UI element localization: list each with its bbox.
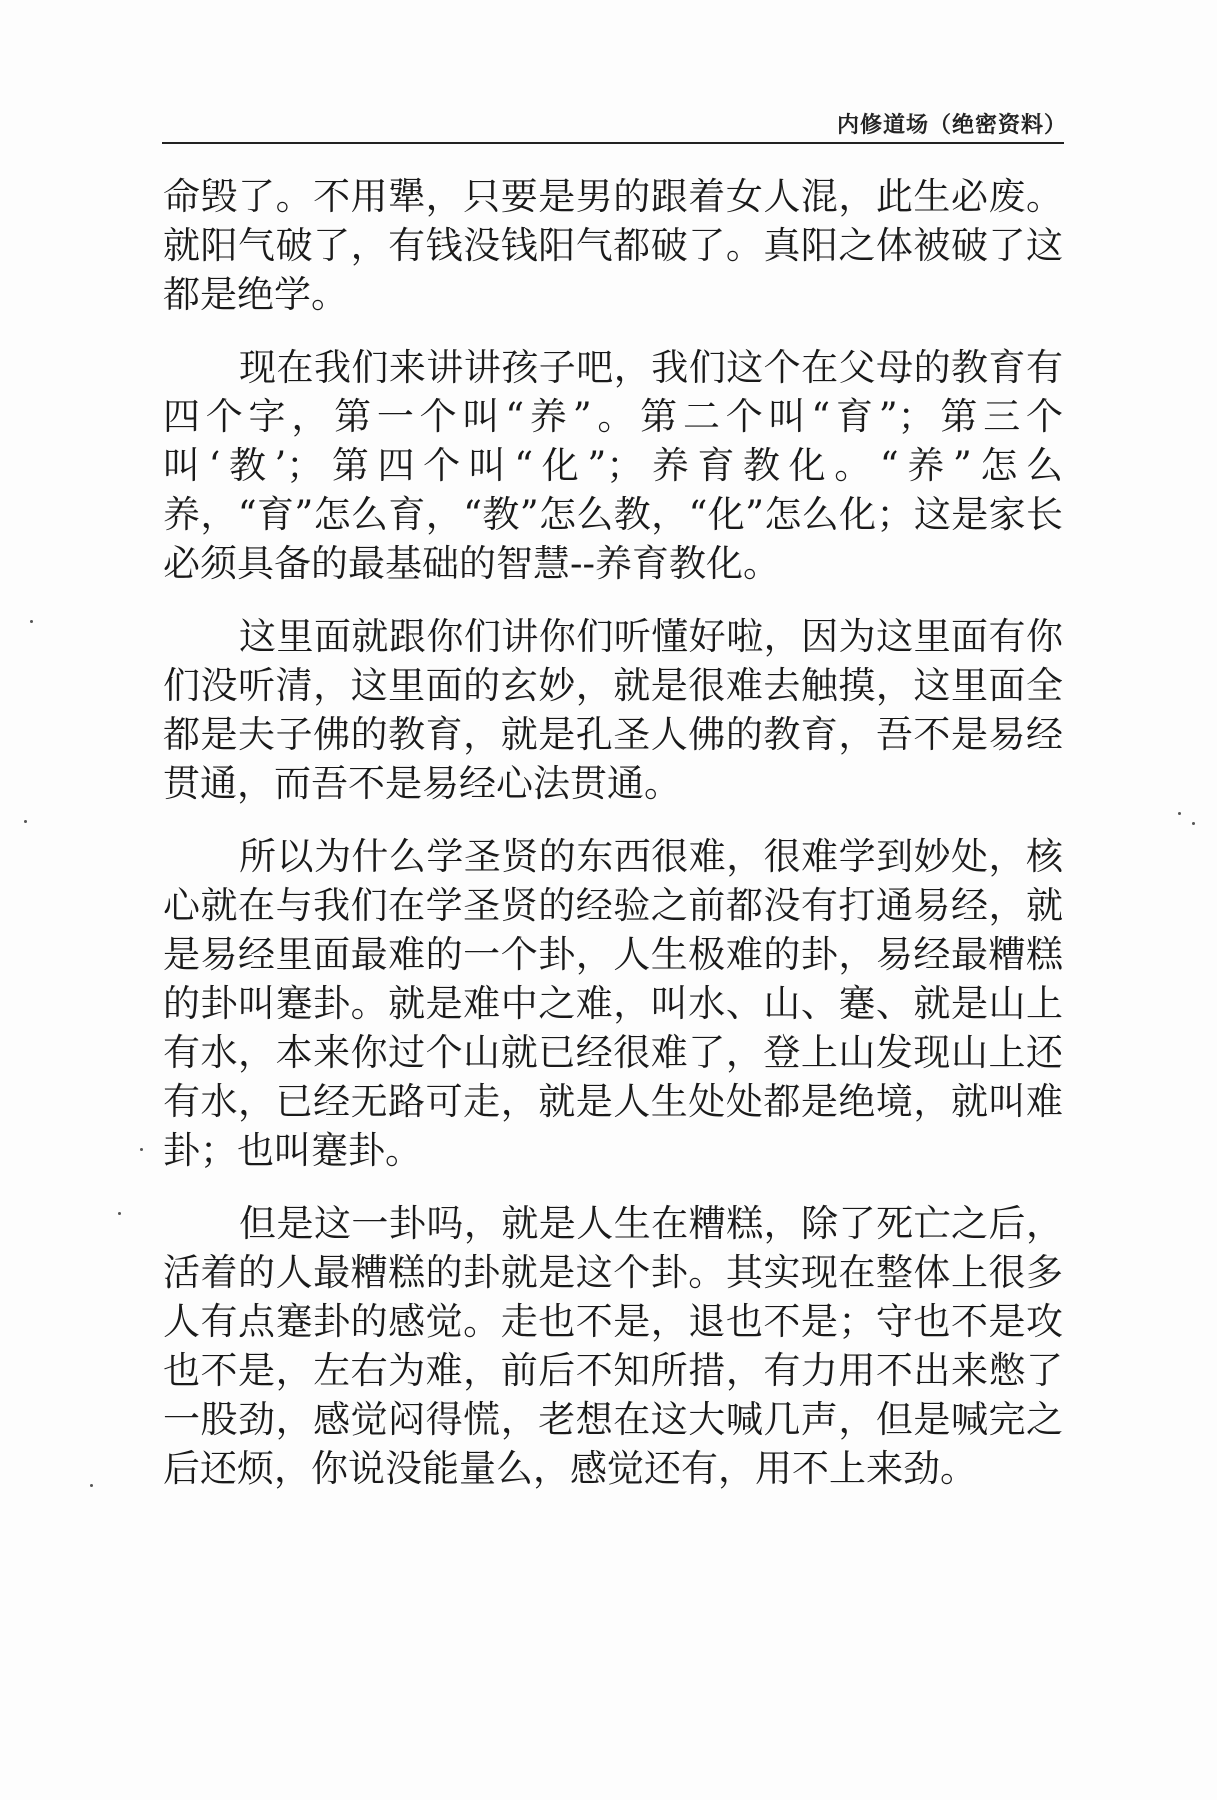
scan-speck: [118, 1212, 121, 1215]
running-header: 内修道场（绝密资料）: [836, 113, 1067, 138]
body-text: [163, 172, 1063, 1517]
paragraph-3: 这里面就跟你们讲你们听懂好啦，因为这里面有你们没听清，这里面的玄妙，就是很难去触摸，这里面全都是夫子佛的教育，就是孔圣人佛的教育，吾不是易经贯通，而吾不是易经心法贯通。: [163, 615, 1063, 805]
paragraph-2: 现在我们来讲讲孩子吧，我们这个在父母的教育有四个字，第一个叫“养”。第二个叫“育”；第三个叫‘教’；第四个叫“化”；养育教化。“养”怎么养，“育”怎么育，“教”怎么教，“化”怎么化；这是家长必须具备的最基础的智慧--养育教化。: [163, 346, 1063, 585]
scan-speck: [24, 820, 27, 823]
scan-speck: [90, 1484, 93, 1487]
scan-speck: [1192, 822, 1195, 825]
scan-speck: [1178, 812, 1181, 815]
header-rule: [162, 142, 1064, 144]
paragraph-1: 命毁了。不用犟，只要是男的跟着女人混，此生必废。就阳气破了，有钱没钱阳气都破了。真阳之体被破了这都是绝学。: [163, 175, 1063, 316]
scan-speck: [30, 620, 33, 623]
scan-speck: [140, 1148, 143, 1151]
paragraph-4: 所以为什么学圣贤的东西很难，很难学到妙处，核心就在与我们在学圣贤的经验之前都没有打通易经，就是易经里面最难的一个卦，人生极难的卦，易经最糟糕的卦叫蹇卦。就是难中之难，叫水、山、蹇、就是山上有水，本来你过个山就已经很难了，登上山发现山上还有水，已经无路可走，就是人生处处都是绝境，就叫难卦；也叫蹇卦。: [163, 835, 1063, 1172]
paragraph-5: 但是这一卦吗，就是人生在糟糕，除了死亡之后，活着的人最糟糕的卦就是这个卦。其实现在整体上很多人有点蹇卦的感觉。走也不是，退也不是；守也不是攻也不是，左右为难，前后不知所措，有力用不出来憋了一股劲，感觉闷得慌，老想在这大喊几声，但是喊完之后还烦，你说没能量么，感觉还有，用不上来劲。: [163, 1202, 1063, 1490]
